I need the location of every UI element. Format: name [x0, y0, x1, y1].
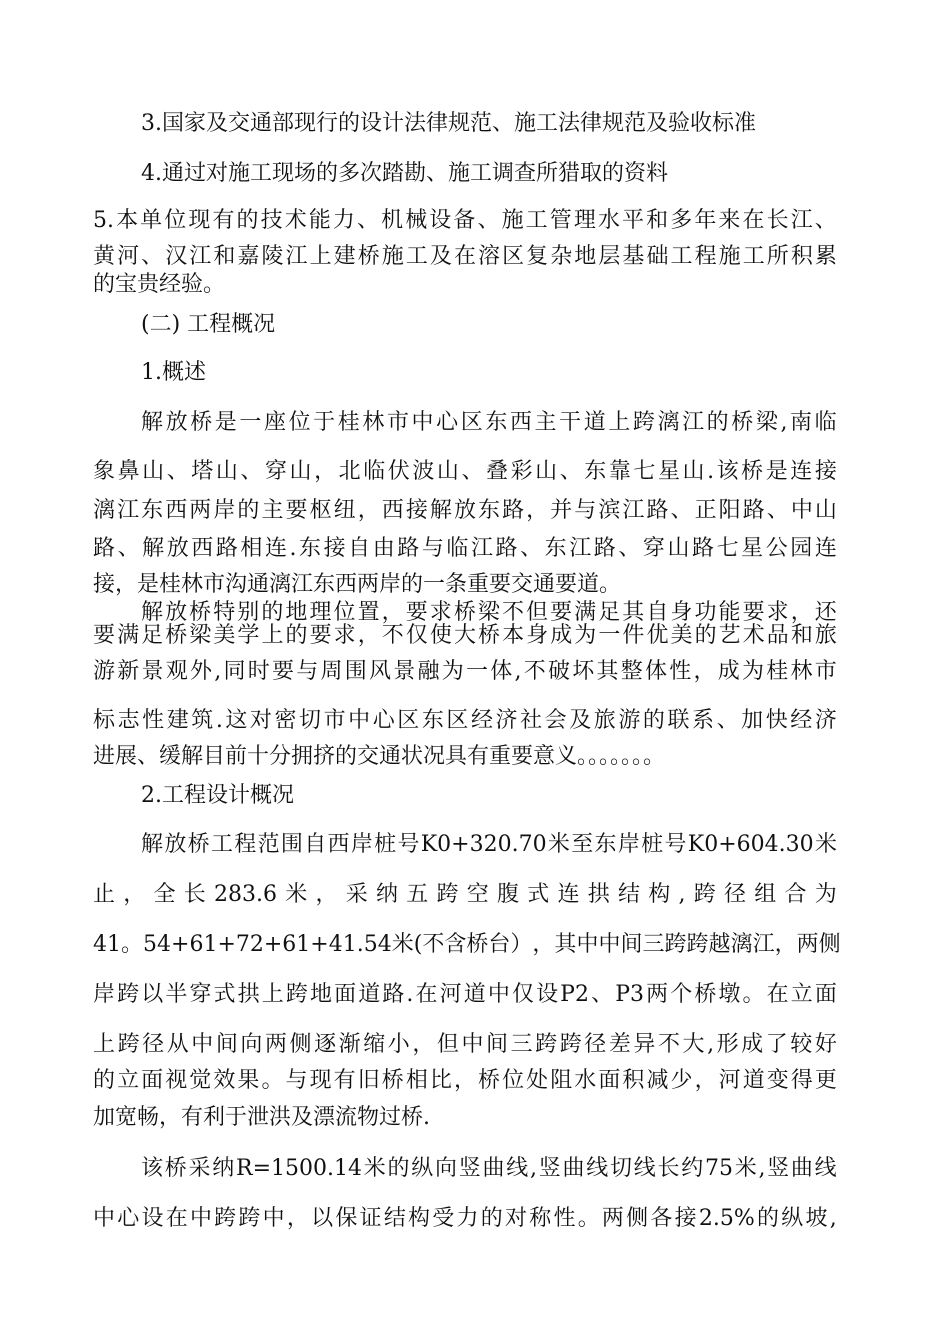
text-line: 41 。 54+61+72+61+41.54 米 ( 不 含 桥 台 ） ， 其 中 中 间 三 跨 跨 越 漓 江 ， 两 侧 — [93, 932, 841, 957]
text-line: 解 放 桥 特 别 的 地 理 位 置 ， 要 求 桥 梁 不 但 要 满 足 其 自 身 功 能 要 求 ， 还 — [141, 600, 837, 625]
text-line: 解 放 桥 工 程 范 围 自 西 岸 桩 号 K0+320.70 米 至 东 岸 桩 号 K0+604.30 米 — [141, 832, 837, 857]
text-line: 游 新 景 观 外 , 同 时 要 与 周 围 风 景 融 为 一 体 , 不 破 坏 其 整 体 性 ， 成 为 桂 林 市 — [93, 659, 837, 684]
text-line: 中 心 设 在 中 跨 跨 中 ， 以 保 证 结 构 受 力 的 对 称 性 。 两 侧 各 接 2.5% 的 纵 坡 , — [93, 1206, 837, 1231]
text-line: 进展、缓解目前十分拥挤的交通状况具有重要意义。。。。。。。 — [93, 744, 666, 769]
text-line: 岸 跨 以 半 穿 式 拱 上 跨 地 面 道 路 . 在 河 道 中 仅 设 P2 、 P3 两 个 桥 墩 。 在 立 面 — [93, 982, 837, 1007]
text-line: 3.国家及交通部现行的设计法律规范、施工法律规范及验收标准 — [141, 111, 756, 136]
text-line: 的 立 面 视 觉 效 果 。 与 现 有 旧 桥 相 比 ， 桥 位 处 阻 水 面 积 减 少 ， 河 道 变 得 更 — [93, 1068, 837, 1093]
text-line: 黄 河 、 汉 江 和 嘉 陵 江 上 建 桥 施 工 及 在 溶 区 复 杂 地 层 基 础 工 程 施 工 所 积 累 — [93, 244, 837, 269]
text-line: 的宝贵经验。 — [93, 272, 226, 297]
text-line: 加宽畅，有利于泄洪及漂流物过桥. — [93, 1105, 430, 1130]
text-line: 要 满 足 桥 梁 美 学 上 的 要 求 ， 不 仅 使 大 桥 本 身 成 为 一 件 优 美 的 艺 术 品 和 旅 — [93, 623, 837, 648]
subsection-heading: 2.工程设计概况 — [141, 783, 294, 808]
section-heading: (二) 工程概况 — [141, 312, 276, 337]
text-line: 该 桥 采 纳 R=1500.14 米 的 纵 向 竖 曲 线 , 竖 曲 线 切 线 长 约 75 米 , 竖 曲 线 — [141, 1156, 837, 1181]
text-line: 标 志 性 建 筑 . 这 对 密 切 市 中 心 区 东 区 经 济 社 会 及 旅 游 的 联 系 、 加 快 经 济 — [93, 708, 837, 733]
subsection-heading: 1.概述 — [141, 360, 206, 385]
text-line: 象 鼻 山 、 塔 山 、 穿 山 ， 北 临 伏 波 山 、 叠 彩 山 、 东 靠 七 星 山 . 该 桥 是 连 接 — [93, 459, 837, 484]
text-line: 漓 江 东 西 两 岸 的 主 要 枢 纽 ， 西 接 解 放 东 路 ， 并 与 滨 江 路 、 正 阳 路 、 中 山 — [93, 498, 837, 523]
text-line: 止 ， 全 长 283.6 米 ， 采 纳 五 跨 空 腹 式 连 拱 结 构 , 跨 径 组 合 为 — [93, 882, 837, 907]
text-line: 接，是桂林市沟通漓江东西两岸的一条重要交通要道。 — [93, 572, 622, 597]
text-line: 5. 本 单 位 现 有 的 技 术 能 力 、 机 械 设 备 、 施 工 管 理 水 平 和 多 年 来 在 长 江 、 — [93, 208, 837, 233]
text-line: 上 跨 径 从 中 间 向 两 侧 逐 渐 缩 小 ， 但 中 间 三 跨 跨 径 差 异 不 大 , 形 成 了 较 好 — [93, 1032, 837, 1057]
text-line: 解 放 桥 是 一 座 位 于 桂 林 市 中 心 区 东 西 主 干 道 上 跨 漓 江 的 桥 梁 , 南 临 — [141, 410, 837, 435]
text-line: 4.通过对施工现场的多次踏勘、施工调查所猎取的资料 — [141, 161, 668, 186]
text-line: 路 、 解 放 西 路 相 连 . 东 接 自 由 路 与 临 江 路 、 东 江 路 、 穿 山 路 七 星 公 园 连 — [93, 536, 837, 561]
